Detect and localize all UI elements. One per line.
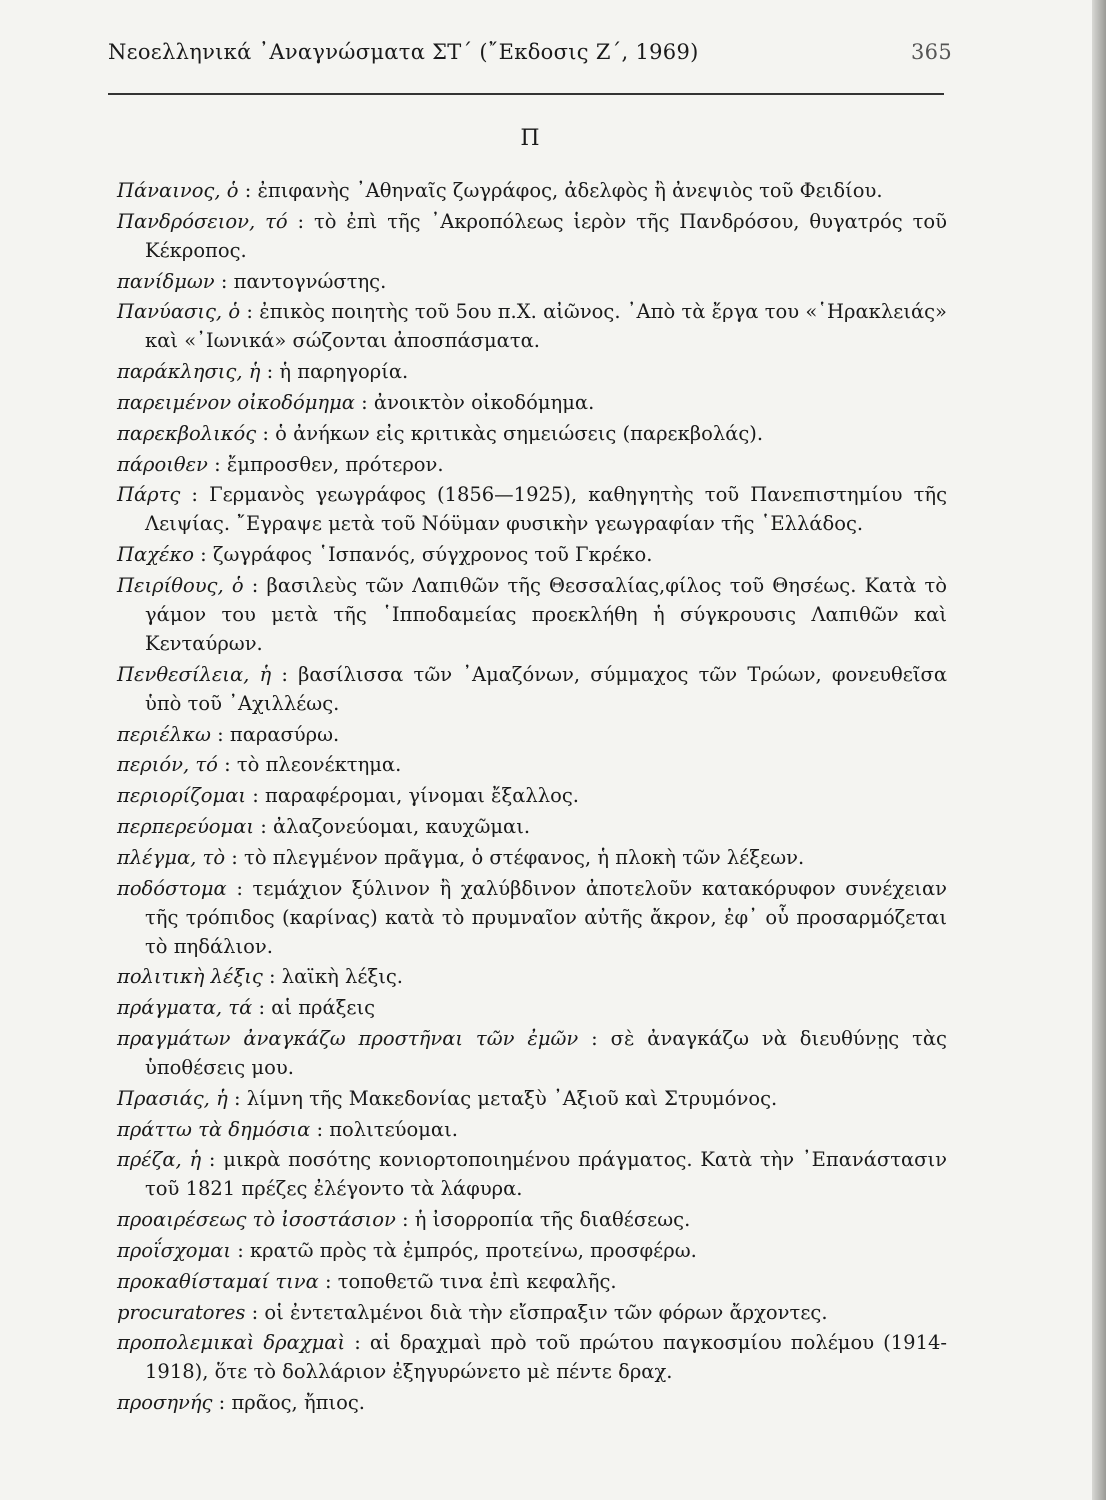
entry-definition: : σὲ ἀναγκάζω νὰ διευθύνῃς τὰς ὑποθέσεις μου. (145, 1026, 947, 1079)
entry-term: πράγματα, τά (117, 996, 253, 1020)
glossary-entry (117, 1024, 947, 1082)
entry-term: προαιρέσεως τὸ ἰσοστάσιον (117, 1208, 396, 1232)
entry-definition: : αἱ πράξεις (252, 996, 376, 1020)
entry-definition: : τὸ ἐπὶ τῆς ᾿Ακροπόλεως ἱερὸν τῆς Πανδρόσου, θυγατρός τοῦ Κέκροπος. (145, 209, 947, 262)
entry-term: περπερεύομαι (117, 814, 255, 838)
entry-definition: : ὁ ἀνήκων εἰς κριτικὰς σημειώσεις (παρεκβολάς). (256, 421, 764, 445)
entry-definition: : τὸ πλεγμένον πρᾶγμα, ὁ στέφανος, ἡ πλοκὴ τῶν λέξεων. (225, 845, 805, 869)
entry-definition: : τὸ πλεονέκτημα. (217, 753, 402, 777)
glossary-entry (117, 781, 947, 810)
glossary-entry (117, 297, 947, 355)
entry-term: παρεκβολικός (117, 421, 257, 445)
entry-definition: : ἡ ἰσορροπία τῆς διαθέσεως. (395, 1208, 691, 1232)
entry-definition: : παραφέρομαι, γίνομαι ἔξαλλος. (246, 784, 580, 808)
entry-definition: : ἡ παρηγορία. (260, 360, 409, 384)
entry-definition: : αἱ δραχμαὶ πρὸ τοῦ πρώτου παγκοσμίου πολέμου (1914-1918), ὅτε τὸ δολλάριον ἐξηγυρώνετο μὲ πέντε δραχ. (145, 1331, 947, 1384)
entry-definition: : παντογνώστης. (214, 269, 387, 293)
entry-term: procuratores (117, 1300, 246, 1324)
glossary-entry (117, 1298, 947, 1327)
header-rule (108, 93, 944, 95)
glossary-entry (117, 660, 947, 718)
entry-term: προΐσχομαι (117, 1238, 232, 1262)
entry-term: Πανδρόσειον, τό (117, 209, 288, 233)
glossary-entry (117, 480, 947, 538)
entry-term: ποδόστομα (117, 876, 227, 900)
glossary-entry (117, 812, 947, 841)
glossary-entry (117, 1328, 947, 1386)
entry-term: παρειμένον οἰκοδόμημα (117, 390, 355, 414)
entry-term: Παχέκο (117, 543, 194, 567)
entry-definition: : ἀλαζονεύομαι, καυχῶμαι. (254, 814, 531, 838)
entry-term: περιόν, τό (117, 753, 218, 777)
entry-term: πραγμάτων ἀναγκάζω προστῆναι τῶν ἐμῶν (117, 1026, 579, 1050)
entry-definition: : παρασύρω. (210, 722, 340, 746)
entry-term: Πειρίθους, ὁ (117, 573, 244, 597)
glossary-entry (117, 720, 947, 749)
glossary-entry (117, 874, 947, 961)
entry-definition: : πρᾶος, ἤπιος. (212, 1391, 365, 1415)
entry-term: Πρασιάς, ἡ (117, 1086, 228, 1110)
entry-term: πολιτικὴ λέξις (117, 965, 263, 989)
running-header (108, 40, 952, 64)
entry-definition: : πολιτεύομαι. (310, 1117, 458, 1141)
entry-term: πανίδμων (117, 269, 215, 293)
glossary-entry (117, 1115, 947, 1144)
glossary-entry (117, 357, 947, 386)
glossary-entry (117, 1236, 947, 1265)
glossary-entry (117, 993, 947, 1022)
entry-term: πράττω τὰ δημόσια (117, 1117, 311, 1141)
entry-definition: : οἱ ἐντεταλμένοι διὰ τὴν εἴσπραξιν τῶν φόρων ἄρχοντες. (245, 1300, 828, 1324)
entry-term: πλέγμα, τὸ (117, 845, 226, 869)
entry-definition: : βασίλισσα τῶν ᾿Αμαζόνων, σύμμαχος τῶν Τρώων, φονευθεῖσα ὑπὸ τοῦ ᾿Αχιλλέως. (145, 662, 948, 715)
entry-definition: : ἐπιφανὴς ᾿Αθηναῖς ζωγράφος, ἀδελφὸς ἢ ἀνεψιὸς τοῦ Φειδίου. (238, 179, 883, 202)
entry-term: Πάρτς (117, 483, 181, 507)
glossary-entry (117, 1388, 947, 1417)
glossary-entry (117, 207, 947, 265)
entry-term: προσηνής (117, 1391, 213, 1415)
entry-term: Πανύασις, ὁ (117, 300, 241, 324)
page-edge-shadow (1092, 0, 1106, 1500)
entry-definition: : βασιλεὺς τῶν Λαπιθῶν τῆς Θεσσαλίας,φίλος τοῦ Θησέως. Κατὰ τὸ γάμον του μετὰ τῆς ῾Ιπποδαμείας προεκλήθη ἡ σύγκρουσις Λαπιθῶν καὶ Κενταύρων. (145, 573, 947, 655)
entry-term: Πενθεσίλεια, ἡ (117, 662, 272, 686)
glossary-entry (117, 1145, 947, 1203)
glossary-entry (117, 962, 947, 991)
glossary-entry (117, 750, 947, 779)
entry-term: Πάναινος, ὁ (117, 179, 239, 202)
glossary-entry (117, 450, 947, 479)
glossary-entry (117, 1205, 947, 1234)
entry-definition: : ζωγράφος ῾Ισπανός, σύγχρονος τοῦ Γκρέκο. (193, 543, 653, 567)
glossary-entry (117, 540, 947, 569)
glossary-entry (117, 1084, 947, 1113)
entry-term: πάροιθεν (117, 452, 208, 476)
entry-term: προπολεμικαὶ δραχμαὶ (117, 1331, 346, 1355)
entry-definition: : ἔμπροσθεν, πρότερον. (207, 452, 444, 476)
glossary-entry (117, 571, 947, 658)
glossary-entries (117, 176, 947, 1419)
entry-definition: : ἐπικὸς ποιητὴς τοῦ 5ου π.Χ. αἰῶνος. ᾿Απὸ τὰ ἔργα του «῾Ηρακλειάς» καὶ «᾿Ιωνικά» σώζονται ἀποσπάσματα. (145, 300, 947, 353)
entry-term: περιέλκω (117, 722, 211, 746)
entry-definition: : λαϊκὴ λέξις. (262, 965, 403, 989)
entry-definition: : ἀνοικτὸν οἰκοδόμημα. (354, 390, 595, 414)
entry-term: προκαθίσταμαί τινα (117, 1269, 319, 1293)
entry-definition: : μικρὰ ποσότης κονιορτοποιημένου πράγματος. Κατὰ τὴν ᾿Επανάστασιν τοῦ 1821 πρέζες ἐλέγοντο τὰ λάφυρα. (145, 1148, 947, 1201)
entry-term: περιορίζομαι (117, 784, 247, 808)
glossary-entry (117, 843, 947, 872)
entry-definition: : Γερμανὸς γεωγράφος (1856—1925), καθηγητὴς τοῦ Πανεπιστημίου τῆς Λειψίας. ῎Εγραψε μετὰ τοῦ Νόϋμαν φυσικὴν γεωγραφίαν τῆς ῾Ελλάδος. (145, 483, 947, 536)
glossary-entry (117, 1267, 947, 1296)
entry-term: πρέζα, ἡ (117, 1148, 202, 1172)
glossary-entry (117, 388, 947, 417)
entry-definition: : κρατῶ πρὸς τὰ ἐμπρός, προτείνω, προσφέρω. (231, 1238, 697, 1262)
glossary-entry (117, 267, 947, 296)
entry-term: παράκλησις, ἡ (117, 360, 261, 384)
glossary-entry (117, 419, 947, 448)
header-title: Νεοελληνικά ᾿Αναγνώσματα ΣΤ΄ (῎Εκδοσις Ζ΄, 1969) (108, 40, 699, 64)
entry-definition: : λίμνη τῆς Μακεδονίας μεταξὺ ᾿Αξιοῦ καὶ Στρυμόνος. (227, 1086, 778, 1110)
section-letter: Π (520, 126, 540, 151)
entry-definition: : τεμάχιον ξύλινον ἢ χαλύβδινον ἀποτελοῦν κατακόρυφον συνέχειαν τῆς τρόπιδος (καρίνας) κατὰ τὸ πρυμναῖον αὐτῆς ἄκρον, ἐφ᾿ οὗ προσαρμόζεται τὸ πηδάλιον. (145, 876, 947, 958)
glossary-entry (117, 176, 947, 205)
page-number: 365 (911, 40, 952, 64)
entry-definition: : τοποθετῶ τινα ἐπὶ κεφαλῆς. (318, 1269, 617, 1293)
